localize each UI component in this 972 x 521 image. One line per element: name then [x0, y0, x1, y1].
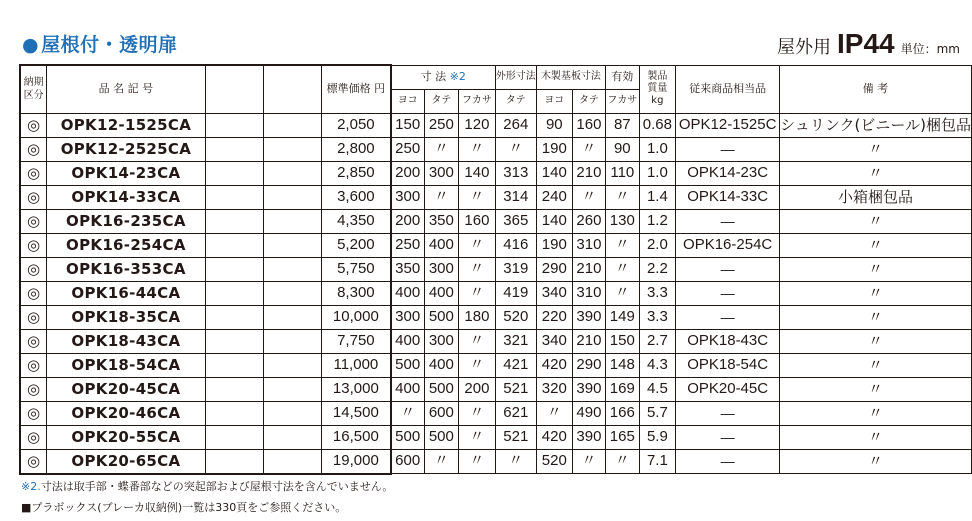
- board-height: 390: [572, 305, 605, 329]
- subheader-eff-fukasa: フカサ: [606, 89, 639, 113]
- price: 7,750: [322, 329, 391, 353]
- table-row: [20, 329, 972, 353]
- height: 〃: [424, 449, 458, 474]
- board-height: 210: [572, 161, 605, 185]
- model-code: OPK16-254CA: [47, 233, 205, 257]
- price: 13,000: [322, 377, 391, 401]
- subheader-yoko: ヨコ: [391, 89, 425, 113]
- old-product: OPK16-254C: [676, 233, 780, 257]
- board-width: 520: [536, 449, 572, 474]
- board-height: 490: [572, 401, 605, 425]
- board-width: 420: [536, 425, 572, 449]
- depth: 〃: [459, 137, 496, 161]
- remarks: 〃: [780, 257, 972, 281]
- model-code: OPK16-353CA: [47, 257, 205, 281]
- remarks: 小箱梱包品: [780, 185, 972, 209]
- price: 3,600: [322, 185, 391, 209]
- board-height: 〃: [572, 137, 605, 161]
- effective-depth: 〃: [606, 281, 639, 305]
- blank-cell-2: [263, 209, 321, 233]
- outer-height: 419: [495, 281, 536, 305]
- table-row: [20, 401, 972, 425]
- old-product: OPK14-33C: [676, 185, 780, 209]
- price: 5,750: [322, 257, 391, 281]
- outer-height: 〃: [495, 449, 536, 474]
- old-product: OPK12-1525C: [676, 113, 780, 137]
- depth: 〃: [459, 449, 496, 474]
- table-row: [20, 233, 972, 257]
- blank-cell-1: [205, 185, 263, 209]
- width: 500: [391, 425, 425, 449]
- board-width: 90: [536, 113, 572, 137]
- board-width: 140: [536, 161, 572, 185]
- header-board: 木製基板寸法: [536, 65, 605, 89]
- price: 10,000: [322, 305, 391, 329]
- weight: 2.0: [639, 233, 676, 257]
- table-row: [20, 137, 972, 161]
- model-code: OPK18-54CA: [47, 353, 205, 377]
- height: 〃: [424, 185, 458, 209]
- blank-cell-2: [263, 161, 321, 185]
- board-height: 310: [572, 281, 605, 305]
- depth: 〃: [459, 401, 496, 425]
- board-height: 290: [572, 353, 605, 377]
- model-code: OPK12-1525CA: [47, 113, 205, 137]
- table-row: [20, 377, 972, 401]
- blank-cell-1: [205, 353, 263, 377]
- table-row: [20, 449, 972, 474]
- blank-cell-1: [205, 449, 263, 474]
- section-header: [18, 28, 968, 58]
- old-product: OPK18-43C: [676, 329, 780, 353]
- old-product: —: [676, 425, 780, 449]
- remarks: 〃: [780, 305, 972, 329]
- model-code: OPK20-46CA: [47, 401, 205, 425]
- width: 300: [391, 185, 425, 209]
- remarks: シュリンク(ビニール)梱包品: [780, 113, 972, 137]
- blank-cell-2: [263, 233, 321, 257]
- blank-cell-1: [205, 425, 263, 449]
- width: 200: [391, 209, 425, 233]
- board-width: 190: [536, 233, 572, 257]
- outer-height: 321: [495, 329, 536, 353]
- width: 〃: [391, 401, 425, 425]
- model-code: OPK14-33CA: [47, 185, 205, 209]
- effective-depth: 〃: [606, 257, 639, 281]
- board-width: 〃: [536, 401, 572, 425]
- header-price: 標準価格 円: [322, 65, 391, 113]
- subheader-fukasa: フカサ: [459, 89, 496, 113]
- effective-depth: 149: [606, 305, 639, 329]
- price: 8,300: [322, 281, 391, 305]
- price: 2,050: [322, 113, 391, 137]
- ip-rating: [777, 28, 960, 60]
- weight: 3.3: [639, 281, 676, 305]
- delivery-mark: ◎: [20, 113, 47, 137]
- weight: 1.0: [639, 161, 676, 185]
- table-row: [20, 281, 972, 305]
- blank-cell-2: [263, 401, 321, 425]
- old-product: OPK20-45C: [676, 377, 780, 401]
- board-height: 〃: [572, 449, 605, 474]
- board-height: 160: [572, 113, 605, 137]
- height: 300: [424, 161, 458, 185]
- delivery-mark: ◎: [20, 401, 47, 425]
- board-width: 140: [536, 209, 572, 233]
- old-product: —: [676, 137, 780, 161]
- price: 14,500: [322, 401, 391, 425]
- blank-cell-2: [263, 329, 321, 353]
- depth: 140: [459, 161, 496, 185]
- blank-cell-1: [205, 257, 263, 281]
- width: 350: [391, 257, 425, 281]
- subheader-outer-tate: タテ: [495, 89, 536, 113]
- price: 2,800: [322, 137, 391, 161]
- width: 250: [391, 233, 425, 257]
- weight: 0.68: [639, 113, 676, 137]
- delivery-mark: ◎: [20, 281, 47, 305]
- board-width: 220: [536, 305, 572, 329]
- header-effective: 有効: [606, 65, 639, 89]
- blank-cell-1: [205, 401, 263, 425]
- height: 500: [424, 425, 458, 449]
- remarks: 〃: [780, 209, 972, 233]
- board-width: 420: [536, 353, 572, 377]
- price: 11,000: [322, 353, 391, 377]
- delivery-mark: ◎: [20, 161, 47, 185]
- board-height: 210: [572, 257, 605, 281]
- old-product: OPK14-23C: [676, 161, 780, 185]
- blank-cell-2: [263, 425, 321, 449]
- subheader-tate: タテ: [424, 89, 458, 113]
- board-width: 290: [536, 257, 572, 281]
- depth: 〃: [459, 185, 496, 209]
- width: 200: [391, 161, 425, 185]
- blank-cell-1: [205, 113, 263, 137]
- delivery-mark: ◎: [20, 305, 47, 329]
- model-code: OPK18-35CA: [47, 305, 205, 329]
- width: 400: [391, 281, 425, 305]
- delivery-mark: ◎: [20, 329, 47, 353]
- weight: 5.7: [639, 401, 676, 425]
- blank-cell-1: [205, 137, 263, 161]
- table-row: [20, 209, 972, 233]
- effective-depth: 110: [606, 161, 639, 185]
- board-height: 310: [572, 233, 605, 257]
- outer-height: 313: [495, 161, 536, 185]
- blank-cell-2: [263, 377, 321, 401]
- delivery-mark: ◎: [20, 425, 47, 449]
- width: 300: [391, 305, 425, 329]
- ip-code: IP44: [837, 28, 895, 59]
- price: 4,350: [322, 209, 391, 233]
- weight: 3.3: [639, 305, 676, 329]
- blank-cell-1: [205, 233, 263, 257]
- effective-depth: 150: [606, 329, 639, 353]
- remarks: 〃: [780, 353, 972, 377]
- depth: 200: [459, 377, 496, 401]
- blank-cell-1: [205, 305, 263, 329]
- old-product: —: [676, 257, 780, 281]
- effective-depth: 166: [606, 401, 639, 425]
- board-width: 340: [536, 281, 572, 305]
- bullet-icon: ●: [22, 34, 40, 56]
- depth: 〃: [459, 425, 496, 449]
- blank-cell-1: [205, 329, 263, 353]
- model-code: OPK16-235CA: [47, 209, 205, 233]
- weight: 1.2: [639, 209, 676, 233]
- delivery-mark: ◎: [20, 353, 47, 377]
- outer-height: 264: [495, 113, 536, 137]
- effective-depth: 87: [606, 113, 639, 137]
- blank-cell-2: [263, 113, 321, 137]
- old-product: —: [676, 305, 780, 329]
- model-code: OPK12-2525CA: [47, 137, 205, 161]
- header-weight: 製品 質量 kg: [639, 65, 676, 113]
- depth: 〃: [459, 257, 496, 281]
- outer-height: 319: [495, 257, 536, 281]
- remarks: 〃: [780, 449, 972, 474]
- height: 500: [424, 305, 458, 329]
- outer-height: 521: [495, 377, 536, 401]
- subheader-board-tate: タテ: [572, 89, 605, 113]
- remarks: 〃: [780, 425, 972, 449]
- delivery-mark: ◎: [20, 257, 47, 281]
- board-width: 320: [536, 377, 572, 401]
- table-row: [20, 257, 972, 281]
- board-height: 210: [572, 329, 605, 353]
- delivery-mark: ◎: [20, 233, 47, 257]
- model-code: OPK16-44CA: [47, 281, 205, 305]
- effective-depth: 148: [606, 353, 639, 377]
- table-row: [20, 425, 972, 449]
- old-product: —: [676, 401, 780, 425]
- outer-height: 621: [495, 401, 536, 425]
- effective-depth: 〃: [606, 185, 639, 209]
- outdoor-label: 屋外用: [777, 37, 831, 58]
- board-height: 390: [572, 377, 605, 401]
- remarks: 〃: [780, 281, 972, 305]
- outer-height: 〃: [495, 137, 536, 161]
- weight: 4.5: [639, 377, 676, 401]
- spec-table: [19, 64, 972, 475]
- weight: 1.4: [639, 185, 676, 209]
- old-product: —: [676, 449, 780, 474]
- price: 2,850: [322, 161, 391, 185]
- footnote-dimensions: ※2.寸法は取手部・蝶番部などの突起部および屋根寸法を含んでいません。: [21, 480, 394, 493]
- old-product: OPK18-54C: [676, 353, 780, 377]
- model-code: OPK20-55CA: [47, 425, 205, 449]
- height: 300: [424, 257, 458, 281]
- outer-height: 365: [495, 209, 536, 233]
- dimension-note-mark: ※2: [449, 70, 466, 83]
- header-blank-2: [263, 65, 321, 113]
- blank-cell-1: [205, 377, 263, 401]
- table-row: [20, 305, 972, 329]
- outer-height: 416: [495, 233, 536, 257]
- effective-depth: 130: [606, 209, 639, 233]
- price: 19,000: [322, 449, 391, 474]
- height: 600: [424, 401, 458, 425]
- delivery-mark: ◎: [20, 137, 47, 161]
- header-dimensions: 寸 法 ※2: [391, 65, 496, 89]
- weight: 2.2: [639, 257, 676, 281]
- delivery-mark: ◎: [20, 449, 47, 474]
- height: 〃: [424, 137, 458, 161]
- depth: 120: [459, 113, 496, 137]
- height: 500: [424, 377, 458, 401]
- height: 250: [424, 113, 458, 137]
- board-height: 〃: [572, 185, 605, 209]
- remarks: 〃: [780, 329, 972, 353]
- width: 400: [391, 377, 425, 401]
- header-old-product: 従来商品相当品: [676, 65, 780, 113]
- effective-depth: 165: [606, 425, 639, 449]
- remarks: 〃: [780, 401, 972, 425]
- width: 600: [391, 449, 425, 474]
- depth: 〃: [459, 329, 496, 353]
- blank-cell-2: [263, 281, 321, 305]
- outer-height: 421: [495, 353, 536, 377]
- blank-cell-1: [205, 209, 263, 233]
- header-remarks: 備 考: [780, 65, 972, 113]
- blank-cell-2: [263, 185, 321, 209]
- height: 300: [424, 329, 458, 353]
- model-code: OPK18-43CA: [47, 329, 205, 353]
- weight: 1.0: [639, 137, 676, 161]
- remarks: 〃: [780, 377, 972, 401]
- section-title: [22, 30, 178, 57]
- weight: 5.9: [639, 425, 676, 449]
- board-width: 240: [536, 185, 572, 209]
- outer-height: 520: [495, 305, 536, 329]
- depth: 160: [459, 209, 496, 233]
- blank-cell-2: [263, 137, 321, 161]
- remarks: 〃: [780, 137, 972, 161]
- price: 5,200: [322, 233, 391, 257]
- table-body: [20, 113, 972, 474]
- board-height: 260: [572, 209, 605, 233]
- effective-depth: 90: [606, 137, 639, 161]
- width: 250: [391, 137, 425, 161]
- price: 16,500: [322, 425, 391, 449]
- blank-cell-2: [263, 305, 321, 329]
- blank-cell-1: [205, 161, 263, 185]
- width: 150: [391, 113, 425, 137]
- blank-cell-2: [263, 353, 321, 377]
- width: 400: [391, 329, 425, 353]
- table-row: [20, 185, 972, 209]
- depth: 〃: [459, 281, 496, 305]
- delivery-mark: ◎: [20, 377, 47, 401]
- depth: 180: [459, 305, 496, 329]
- depth: 〃: [459, 233, 496, 257]
- table-row: [20, 113, 972, 137]
- header-blank-1: [205, 65, 263, 113]
- blank-cell-2: [263, 257, 321, 281]
- title-text: 屋根付・透明扉: [41, 34, 178, 56]
- width: 500: [391, 353, 425, 377]
- footnote-reference: ■プラボックス(ブレーカ収納例)一覧は330頁をご参照ください。: [21, 501, 347, 514]
- weight: 7.1: [639, 449, 676, 474]
- blank-cell-1: [205, 281, 263, 305]
- height: 400: [424, 281, 458, 305]
- table-row: [20, 353, 972, 377]
- height: 400: [424, 233, 458, 257]
- height: 400: [424, 353, 458, 377]
- model-code: OPK20-65CA: [47, 449, 205, 474]
- header-model: 品 名 記 号: [47, 65, 205, 113]
- delivery-mark: ◎: [20, 209, 47, 233]
- outer-height: 521: [495, 425, 536, 449]
- board-height: 390: [572, 425, 605, 449]
- blank-cell-2: [263, 449, 321, 474]
- weight: 2.7: [639, 329, 676, 353]
- model-code: OPK14-23CA: [47, 161, 205, 185]
- header-delivery: 納期区分: [20, 65, 47, 113]
- subheader-board-yoko: ヨコ: [536, 89, 572, 113]
- model-code: OPK20-45CA: [47, 377, 205, 401]
- remarks: 〃: [780, 161, 972, 185]
- table-row: [20, 161, 972, 185]
- weight: 4.3: [639, 353, 676, 377]
- old-product: —: [676, 209, 780, 233]
- effective-depth: 169: [606, 377, 639, 401]
- outer-height: 314: [495, 185, 536, 209]
- delivery-mark: ◎: [20, 185, 47, 209]
- old-product: —: [676, 281, 780, 305]
- effective-depth: 〃: [606, 449, 639, 474]
- board-width: 190: [536, 137, 572, 161]
- unit-label: 単位：mm: [900, 42, 960, 56]
- remarks: 〃: [780, 233, 972, 257]
- header-outer: 外形寸法: [495, 65, 536, 89]
- effective-depth: 〃: [606, 233, 639, 257]
- board-width: 340: [536, 329, 572, 353]
- height: 350: [424, 209, 458, 233]
- depth: 〃: [459, 353, 496, 377]
